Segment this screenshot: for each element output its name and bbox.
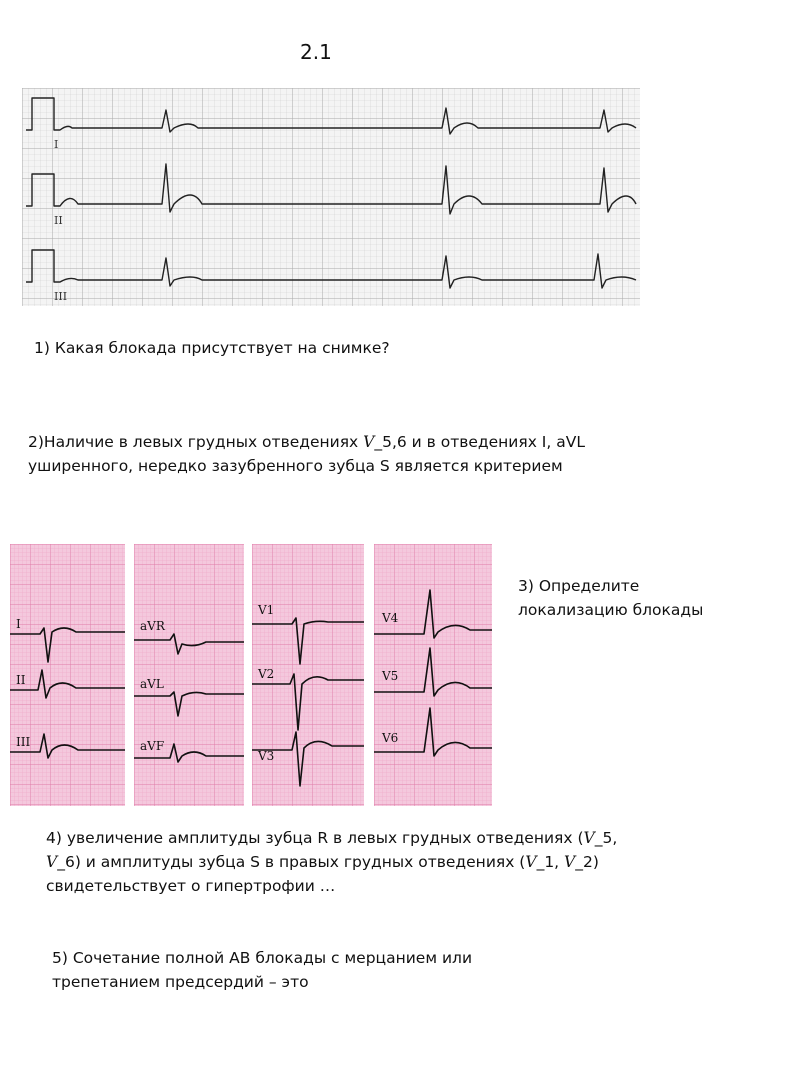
question-5	[52, 946, 672, 994]
panel-3-label-1: V1	[258, 603, 275, 617]
lead-label-i: I	[54, 138, 59, 151]
panel-2-label-1: aVR	[140, 619, 165, 633]
ecg-panels	[10, 544, 492, 806]
panel-2-label-2: aVL	[140, 677, 164, 691]
question-3	[518, 574, 778, 622]
q4-l2-text-b: _1,	[536, 853, 565, 871]
q4-l1-text-b: _5,	[594, 829, 618, 847]
question-5-line-1: 5) Сочетание полной АВ блокады с мерцанием или	[52, 949, 473, 967]
panel-4-label-3: V6	[382, 731, 399, 745]
question-2	[28, 430, 728, 478]
q4-l1-text-a: 4) увеличение амплитуды зубца R в левых грудных отведениях (	[46, 829, 584, 847]
panel-4-label-1: V4	[382, 611, 399, 625]
panel-2-label-3: aVF	[140, 739, 165, 753]
ecg-strip-top	[22, 88, 640, 306]
ecg-panel-limb	[10, 544, 125, 806]
panel-1-label-2: II	[16, 673, 26, 687]
q4-l2-v-symbol-1: V	[46, 853, 58, 871]
question-4-line-2	[46, 850, 766, 874]
q4-l1-v-symbol: V	[583, 829, 595, 847]
panel-3-label-3: V3	[258, 749, 275, 763]
ecg-panel-augmented	[134, 544, 244, 806]
panel-1-label-1: I	[16, 617, 21, 631]
q2-text-b: _5,6 и в отведениях I, aVL	[374, 433, 585, 451]
question-3-line-1: 3) Определите	[518, 577, 640, 595]
panel-3-label-2: V2	[258, 667, 275, 681]
q2-text-a: 2)Наличие в левых грудных отведениях	[28, 433, 364, 451]
grid-lines	[22, 88, 640, 306]
ecg-panel-right-chest	[252, 544, 364, 806]
question-3-line-2: локализацию блокады	[518, 601, 704, 619]
page-title: 2.1	[300, 40, 332, 64]
question-2-line-1	[28, 430, 728, 454]
question-5-line-2: трепетанием предсердий – это	[52, 973, 309, 991]
q4-l2-text-a: _6) и амплитуды зубца S в правых грудных отведениях (	[57, 853, 526, 871]
question-1: 1) Какая блокада присутствует на снимке?	[34, 339, 390, 357]
panel-1-label-3: III	[16, 735, 31, 749]
panel-4-label-2: V5	[382, 669, 399, 683]
question-4-line-3: свидетельствует о гипертрофии …	[46, 877, 336, 895]
lead-label-ii: II	[54, 214, 63, 227]
ecg-panel-left-chest	[374, 544, 492, 806]
question-4-line-1	[46, 826, 766, 850]
q2-v-symbol: V	[363, 433, 375, 451]
lead-label-iii: III	[54, 290, 68, 303]
q4-l2-v-symbol-2: V	[525, 853, 537, 871]
q4-l2-text-c: _2)	[575, 853, 599, 871]
question-4	[46, 826, 766, 898]
q4-l2-v-symbol-3: V	[564, 853, 576, 871]
question-2-line-2: уширенного, нередко зазубренного зубца S является критерием	[28, 457, 563, 475]
